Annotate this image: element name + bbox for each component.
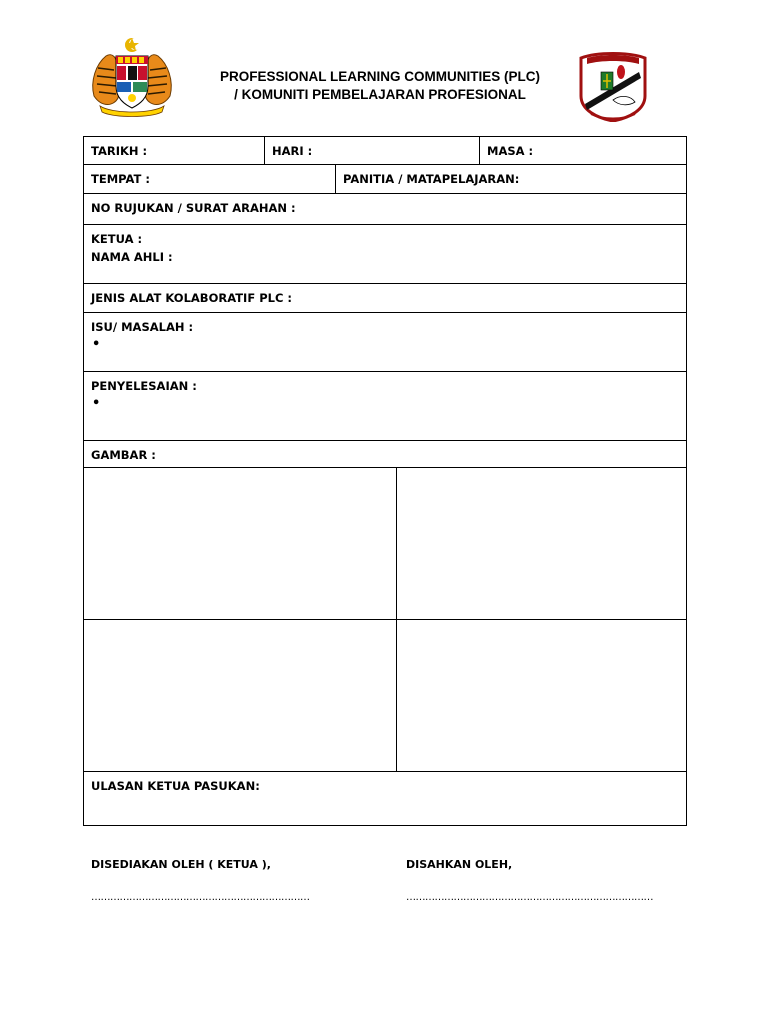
no-rujukan-label: NO RUJUKAN / SURAT ARAHAN :	[91, 201, 296, 215]
prepared-by-signature-line[interactable]: ……………………………………………………………	[91, 892, 310, 903]
tarikh-label: TARIKH :	[91, 144, 148, 158]
hari-field[interactable]	[265, 137, 480, 165]
nama-ahli-label: NAMA AHLI :	[91, 250, 173, 264]
approved-by-signature-line[interactable]: ……………………………………………………………………	[406, 892, 653, 903]
jenis-alat-field[interactable]	[84, 284, 687, 313]
no-rujukan-field[interactable]	[84, 194, 687, 225]
school-crest-icon	[573, 50, 653, 122]
document-title	[190, 68, 570, 104]
prepared-by-label: DISEDIAKAN OLEH ( KETUA ),	[91, 858, 271, 871]
photo-box-1[interactable]	[84, 468, 397, 620]
title-line-2: / KOMUNITI PEMBELAJARAN PROFESIONAL	[234, 87, 526, 102]
panitia-label: PANITIA / MATAPELAJARAN:	[343, 172, 520, 186]
gambar-label: GAMBAR :	[91, 448, 156, 462]
penyelesaian-label: PENYELESAIAN :	[91, 379, 197, 393]
tarikh-field[interactable]	[84, 137, 265, 165]
plc-form-table	[83, 136, 687, 826]
photo-box-3[interactable]	[84, 620, 397, 772]
ulasan-field[interactable]	[84, 772, 687, 826]
masa-label: MASA :	[487, 144, 534, 158]
panitia-field[interactable]	[336, 165, 687, 194]
ketua-label: KETUA :	[91, 232, 143, 246]
title-line-1: PROFESSIONAL LEARNING COMMUNITIES (PLC)	[219, 69, 540, 84]
isu-bullet: •	[92, 337, 101, 352]
ulasan-label: ULASAN KETUA PASUKAN:	[91, 779, 260, 793]
masa-field[interactable]	[480, 137, 687, 165]
ketua-ahli-field[interactable]	[84, 225, 687, 284]
penyelesaian-bullet: •	[92, 396, 101, 411]
hari-label: HARI :	[272, 144, 313, 158]
isu-masalah-label: ISU/ MASALAH :	[91, 320, 194, 334]
gambar-header	[84, 441, 687, 468]
isu-masalah-field[interactable]	[84, 313, 687, 372]
approved-by-label: DISAHKAN OLEH,	[406, 858, 513, 871]
penyelesaian-field[interactable]	[84, 372, 687, 441]
jenis-alat-label: JENIS ALAT KOLABORATIF PLC :	[91, 291, 292, 305]
photo-box-4[interactable]	[397, 620, 687, 772]
tempat-field[interactable]	[84, 165, 336, 194]
tempat-label: TEMPAT :	[91, 172, 150, 186]
photo-box-2[interactable]	[397, 468, 687, 620]
malaysia-coat-of-arms-icon	[88, 36, 176, 120]
